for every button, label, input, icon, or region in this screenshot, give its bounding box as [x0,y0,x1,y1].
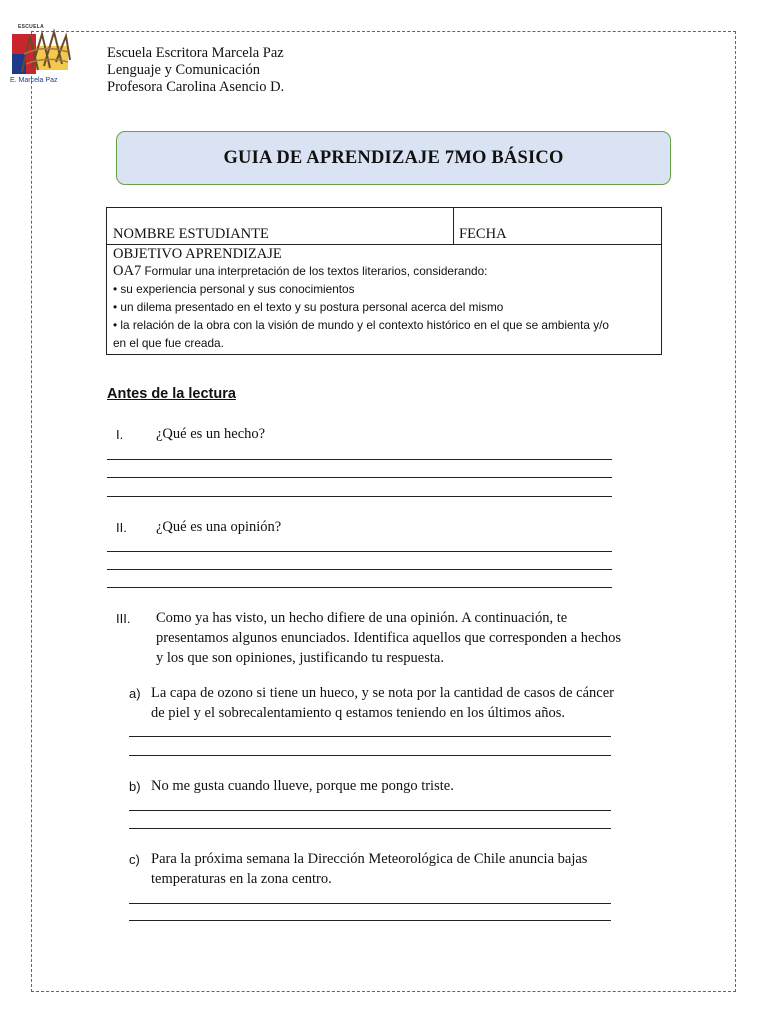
answer-line[interactable] [107,551,612,552]
teacher-name: Profesora Carolina Asencio D. [107,79,285,95]
question-number: III. [116,611,131,626]
section-title: Antes de la lectura [107,386,236,402]
statement-line: de piel y el sobrecalentamiento q estamos teniendo en los últimos años. [151,705,565,721]
statement-text [151,849,587,889]
answer-line[interactable] [129,828,611,829]
page-title: GUIA DE APRENDIZAJE 7MO BÁSICO [223,147,564,168]
logo-top-text: ESCUELA [18,24,44,30]
answer-line[interactable] [129,736,611,737]
objective-label: OBJETIVO APRENDIZAJE [113,246,282,262]
objective-text [113,262,655,280]
answer-line[interactable] [129,755,611,756]
question-line: Como ya has visto, un hecho difiere de una opinión. A continuación, te [156,610,568,626]
objective-bullet: • un dilema presentado en el texto y su postura personal acerca del mismo [113,300,504,314]
statement-line: Para la próxima semana la Dirección Meteorológica de Chile anuncia bajas [151,851,588,867]
date-label: FECHA [459,226,507,242]
statement-line: La capa de ozono si tiene un hueco, y se nota por la cantidad de casos de cáncer [151,685,614,701]
student-info-table [106,207,662,355]
question-line: y los que son opiniones, justificando tu respuesta. [156,650,444,666]
answer-line[interactable] [107,496,612,497]
statement-line: No me gusta cuando llueve, porque me pongo triste. [151,778,454,794]
school-header [107,45,284,96]
answer-line[interactable] [107,459,612,460]
answer-line[interactable] [107,587,612,588]
question-text [156,608,621,668]
school-name: Escuela Escritora Marcela Paz [107,45,284,61]
answer-line[interactable] [129,903,611,904]
objective-bullet-continuation: en el que fue creada. [113,336,224,350]
logo-bottom-text: E. Marcela Paz [10,77,58,84]
question-text: ¿Qué es una opinión? [156,519,282,535]
objective-bullet: • la relación de la obra con la visión de mundo y el contexto histórico en el que se ambienta y/o [113,318,609,332]
question-line: presentamos algunos enunciados. Identifica aquellos que corresponden a hechos [156,630,622,646]
statement-text [151,776,454,796]
statement-letter: a) [129,686,141,701]
question-number: II. [116,520,127,535]
student-name-label: NOMBRE ESTUDIANTE [113,226,269,242]
answer-line[interactable] [129,920,611,921]
statement-letter: c) [129,852,140,867]
student-name-field[interactable] [107,208,454,245]
subject-name: Lenguaje y Comunicación [107,62,261,78]
question-number: I. [116,427,124,442]
statement-letter: b) [129,779,141,794]
answer-line[interactable] [107,569,612,570]
answer-line[interactable] [107,477,612,478]
question-text: ¿Qué es un hecho? [156,426,266,442]
objective-cell [107,245,662,355]
oa-code: OA7 [113,263,142,279]
date-field[interactable] [454,208,662,245]
title-box [116,131,671,185]
statement-line: temperaturas en la zona centro. [151,871,332,887]
oa-description: Formular una interpretación de los textos literarios, considerando: [141,264,488,278]
answer-line[interactable] [129,810,611,811]
statement-text [151,683,614,723]
objective-bullet: • su experiencia personal y sus conocimientos [113,282,355,296]
